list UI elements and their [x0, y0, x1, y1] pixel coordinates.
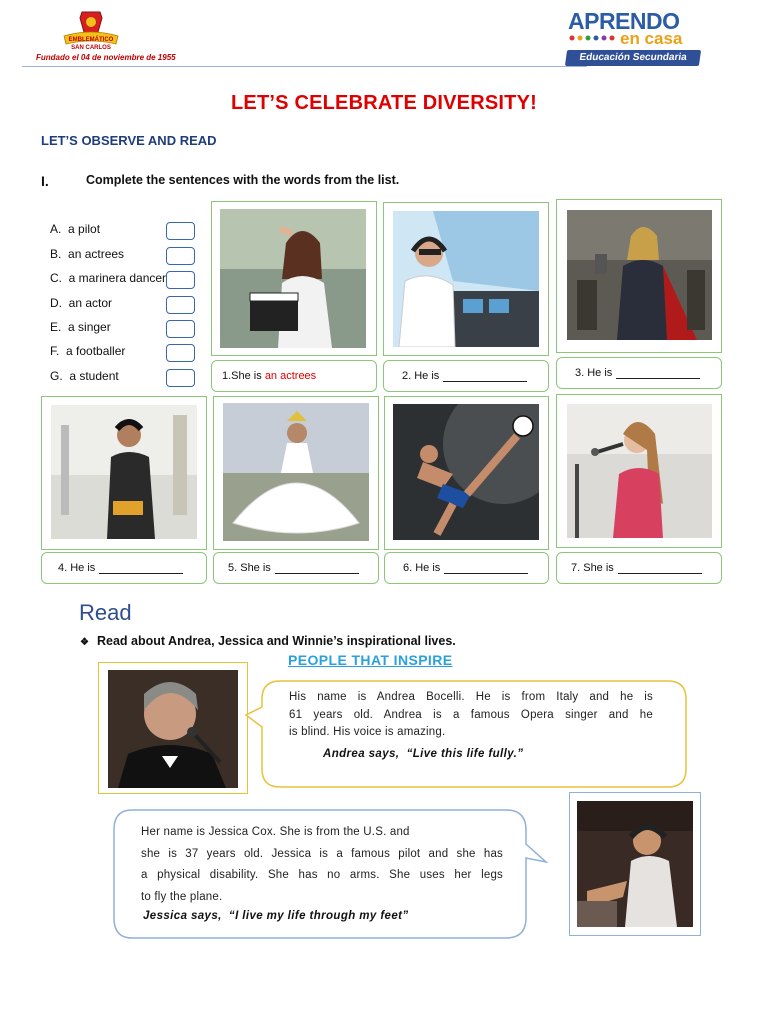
checkbox-f[interactable]	[166, 344, 195, 362]
photo-frame-4	[41, 396, 207, 550]
word-option-f: F. a footballer	[50, 344, 126, 358]
read-instruction-text: Read about Andrea, Jessica and Winnie’s inspirational lives.	[96, 634, 456, 648]
section-title: LET’S OBSERVE AND READ	[41, 133, 217, 148]
logo-text-line1: EMBLEMÁTICO	[68, 37, 114, 43]
student-photo	[51, 405, 197, 539]
aprendo-title: APRENDO	[568, 8, 680, 34]
actress-photo	[220, 209, 366, 348]
photo-frame-6	[384, 396, 549, 550]
footballer-photo	[393, 404, 539, 540]
answer-prefix-4: 4. He is	[58, 562, 96, 574]
answer-prefix-7: 7. She is	[571, 562, 614, 574]
marinera-dancer-photo	[223, 403, 369, 541]
jessica-cox-photo	[577, 801, 693, 927]
jessica-bio-line-3: a physical disability. She has no arms. She uses her legs	[141, 869, 503, 881]
header-divider	[22, 66, 587, 67]
answer-blank-4[interactable]	[99, 563, 183, 574]
jessica-bio	[141, 822, 503, 908]
instruction-number: I.	[41, 173, 49, 189]
answer-blank-5[interactable]	[275, 563, 359, 574]
andrea-photo-frame	[98, 662, 248, 794]
aprendo-en-casa-logo	[560, 8, 706, 68]
checkbox-a[interactable]	[166, 222, 195, 240]
word-option-g: G. a student	[50, 369, 119, 383]
logo-text-line2: SAN CARLOS	[71, 45, 111, 51]
pilot-photo	[393, 211, 539, 347]
singer-photo	[567, 404, 712, 538]
answer-prefix-6: 6. He is	[403, 562, 441, 574]
answer-box-5[interactable]	[213, 552, 379, 584]
word-option-a: A. a pilot	[50, 222, 101, 236]
answer-prefix-3: 3. He is	[575, 367, 613, 379]
checkbox-b[interactable]	[166, 247, 195, 265]
jessica-quote: Jessica says, “I live my life through my feet”	[143, 910, 409, 922]
checkbox-g[interactable]	[166, 369, 195, 387]
aprendo-subtitle: en casa	[620, 29, 683, 48]
answer-text-1: an actrees	[264, 370, 317, 382]
school-caption: Fundado el 04 de noviembre de 1955	[36, 53, 176, 62]
answer-blank-2[interactable]	[443, 371, 527, 382]
jessica-bio-line-4: to fly the plane.	[141, 890, 223, 903]
photo-frame-1	[211, 201, 377, 356]
answer-prefix-5: 5. She is	[228, 562, 271, 574]
instruction-text: Complete the sentences with the words from the list.	[86, 173, 400, 187]
answer-box-7[interactable]	[556, 552, 722, 584]
word-option-e: E. a singer	[50, 320, 111, 334]
answer-blank-6[interactable]	[444, 563, 528, 574]
photo-frame-2	[383, 202, 549, 356]
andrea-bio	[289, 689, 653, 742]
andrea-bio-line-1: His name is Andrea Bocelli. He is from Italy and he is	[289, 691, 653, 703]
andrea-bio-line-3: is blind. His voice is amazing.	[289, 726, 446, 738]
diamond-bullet-icon: ❖	[80, 637, 89, 648]
page-title: LET’S CELEBRATE DIVERSITY!	[231, 92, 537, 114]
actor-photo	[567, 210, 712, 340]
andrea-bio-line-2: 61 years old. Andrea is a famous Opera singer and he	[289, 708, 653, 721]
answer-blank-7[interactable]	[618, 563, 702, 574]
jessica-photo-frame	[569, 792, 701, 936]
jessica-bio-line-1: Her name is Jessica Cox. She is from the U.S. and	[141, 826, 410, 838]
photo-frame-3	[556, 199, 722, 353]
school-logo	[62, 10, 120, 52]
checkbox-c[interactable]	[166, 271, 195, 289]
answer-prefix-1: 1.She is	[222, 370, 262, 382]
word-option-d: D. an actor	[50, 296, 113, 310]
answer-box-3[interactable]	[556, 357, 722, 389]
aprendo-level-bar: Educación Secundaria	[565, 50, 701, 66]
andrea-quote: Andrea says, “Live this life fully.”	[323, 748, 524, 760]
answer-prefix-2: 2. He is	[402, 370, 440, 382]
answer-box-4[interactable]	[41, 552, 207, 584]
word-option-b: B. an actrees	[50, 247, 125, 261]
read-instruction	[80, 634, 456, 648]
answer-blank-3[interactable]	[616, 368, 700, 379]
answer-box-2[interactable]	[383, 360, 549, 392]
checkbox-d[interactable]	[166, 296, 195, 314]
answer-box-6[interactable]	[384, 552, 549, 584]
people-that-inspire-title: PEOPLE THAT INSPIRE	[288, 652, 453, 668]
read-heading: Read	[79, 600, 132, 625]
checkbox-e[interactable]	[166, 320, 195, 338]
jessica-bio-line-2: she is 37 years old. Jessica is a famous pilot and she has	[141, 847, 503, 860]
answer-box-1[interactable]	[211, 360, 377, 392]
color-dots-icon	[568, 34, 620, 42]
word-option-c: C. a marinera dancer	[50, 271, 167, 285]
photo-frame-7	[556, 394, 722, 548]
andrea-bocelli-photo	[108, 670, 238, 788]
photo-frame-5	[213, 396, 379, 550]
